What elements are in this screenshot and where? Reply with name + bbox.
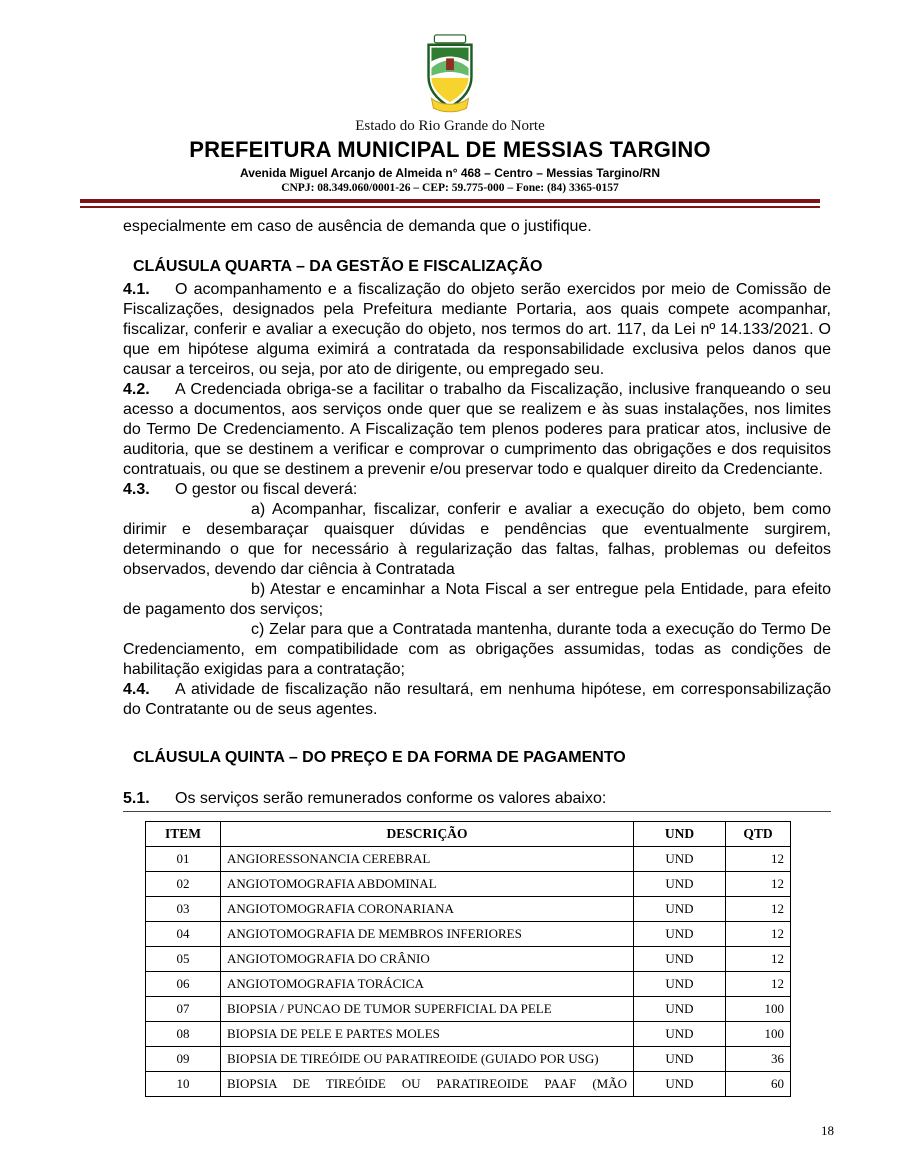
cell-desc: ANGIOTOMOGRAFIA CORONARIANA <box>221 897 634 922</box>
subitem-b <box>123 580 831 620</box>
cell-desc: BIOPSIA / PUNCAO DE TUMOR SUPERFICIAL DA PELE <box>221 997 634 1022</box>
page-number: 18 <box>821 1123 834 1138</box>
table-row <box>146 922 791 947</box>
cell-qtd: 12 <box>726 847 791 872</box>
cell-desc: ANGIOTOMOGRAFIA DO CRÂNIO <box>221 947 634 972</box>
cell-und: UND <box>634 1072 726 1097</box>
subitem-text: Zelar para que a Contratada mantenha, durante toda a execução do Termo De Credenciamento, em compatibilidade com as obrigações assumidas, todas as condições de habilitação exigidas para a contratação; <box>123 621 831 678</box>
coat-of-arms-logo <box>0 34 900 114</box>
table-row <box>146 972 791 997</box>
state-line: Estado do Rio Grande do Norte <box>355 118 545 134</box>
cell-item: 05 <box>146 947 221 972</box>
cell-und: UND <box>634 1047 726 1072</box>
cnpj-line: CNPJ: 08.349.060/0001-26 – CEP: 59.775-000 – Fone: (84) 3365-0157 <box>281 182 619 194</box>
cell-qtd: 12 <box>726 922 791 947</box>
table-row <box>146 997 791 1022</box>
clause-text: O acompanhamento e a fiscalização do objeto serão exercidos por meio de Comissão de Fiscalizações, designados pela Prefeitura mediante Portaria, aos quais compete acompanhar, fiscalizar, conferir e avaliar a execução do objeto, nos termos do art. 117, da Lei nº 14.133/2021. O que em hipótese alguma eximirá a contratada da responsabilidade exclusiva pelos danos que causar a terceiros, ou seja, por ato de dirigente, ou empregado seu. <box>123 281 831 378</box>
cell-und: UND <box>634 922 726 947</box>
document-header <box>0 0 900 208</box>
cell-und: UND <box>634 897 726 922</box>
column-header-descricao: DESCRIÇÃO <box>221 822 634 847</box>
subitem-label: a) <box>251 501 266 518</box>
cell-item: 07 <box>146 997 221 1022</box>
cell-qtd: 100 <box>726 1022 791 1047</box>
clause-4-1 <box>123 280 831 380</box>
cell-item: 01 <box>146 847 221 872</box>
cell-item: 02 <box>146 872 221 897</box>
cell-desc: ANGIOTOMOGRAFIA DE MEMBROS INFERIORES <box>221 922 634 947</box>
clause-5-1 <box>123 789 831 812</box>
cell-desc: ANGIOTOMOGRAFIA TORÁCICA <box>221 972 634 997</box>
cell-item: 06 <box>146 972 221 997</box>
cell-item: 09 <box>146 1047 221 1072</box>
address-line: Avenida Miguel Arcanjo de Almeida n° 468 – Centro – Messias Targino/RN <box>239 166 661 180</box>
header-divider <box>80 199 820 208</box>
cell-qtd: 100 <box>726 997 791 1022</box>
clause-5-title: CLÁUSULA QUINTA – DO PREÇO E DA FORMA DE PAGAMENTO <box>133 749 626 766</box>
cell-desc: ANGIORESSONANCIA CEREBRAL <box>221 847 634 872</box>
table-row <box>146 1072 791 1097</box>
subitem-text: Atestar e encaminhar a Nota Fiscal a ser entregue pela Entidade, para efeito de pagamento dos serviços; <box>123 581 831 618</box>
document-body <box>123 217 831 1097</box>
cell-desc: BIOPSIA DE TIREÓIDE OU PARATIREOIDE (GUIADO POR USG) <box>221 1047 634 1072</box>
clause-number: 4.3. <box>123 481 150 498</box>
clause-number: 4.1. <box>123 281 150 298</box>
column-header-item: ITEM <box>146 822 221 847</box>
clause-4-4 <box>123 680 831 720</box>
cell-und: UND <box>634 872 726 897</box>
table-row <box>146 1022 791 1047</box>
clause-4-2 <box>123 380 831 480</box>
cell-qtd: 60 <box>726 1072 791 1097</box>
cell-desc: ANGIOTOMOGRAFIA ABDOMINAL <box>221 872 634 897</box>
clause-text: A Credenciada obriga-se a facilitar o trabalho da Fiscalização, inclusive franqueando o seu acesso a documentos, aos serviços onde quer que se realizem e às suas instalações, nos limites do Termo De Credenciamento. A Fiscalização tem plenos poderes para praticar atos, inclusive de auditoria, que se destinem a verificar e comprovar o cumprimento das obrigações e dos requisitos contratuais, ou que se destinem a prevenir e/ou preservar todo e qualquer direito da Credenciante. <box>123 381 831 478</box>
table-row <box>146 847 791 872</box>
clause-text: O gestor ou fiscal deverá: <box>175 481 358 498</box>
clause-number: 5.1. <box>123 790 150 807</box>
clause-4-3 <box>123 480 831 500</box>
table-row <box>146 897 791 922</box>
subitem-label: c) <box>251 621 265 638</box>
cell-und: UND <box>634 1022 726 1047</box>
cell-item: 08 <box>146 1022 221 1047</box>
cell-und: UND <box>634 947 726 972</box>
cell-item: 04 <box>146 922 221 947</box>
clause-text: Os serviços serão remunerados conforme os valores abaixo: <box>175 790 607 807</box>
table-header-row <box>146 822 791 847</box>
cell-qtd: 12 <box>726 947 791 972</box>
clause-4-title: CLÁUSULA QUARTA – DA GESTÃO E FISCALIZAÇÃO <box>133 258 543 275</box>
page-title: PREFEITURA MUNICIPAL DE MESSIAS TARGINO <box>189 137 711 162</box>
cell-und: UND <box>634 847 726 872</box>
price-table-body <box>146 847 791 1097</box>
clause-text: A atividade de fiscalização não resultará, em nenhuma hipótese, em corresponsabilização do Contratante ou de seus agentes. <box>123 681 831 718</box>
table-row <box>146 872 791 897</box>
cell-desc: BIOPSIA DE TIREÓIDE OU PARATIREOIDE PAAF (MÃO <box>221 1072 634 1097</box>
column-header-qtd: QTD <box>726 822 791 847</box>
table-row <box>146 947 791 972</box>
cell-qtd: 12 <box>726 972 791 997</box>
clause-number: 4.2. <box>123 381 150 398</box>
price-table <box>145 821 791 1097</box>
clause-number: 4.4. <box>123 681 150 698</box>
subitem-c <box>123 620 831 680</box>
subitem-label: b) <box>251 581 266 598</box>
cell-desc: BIOPSIA DE PELE E PARTES MOLES <box>221 1022 634 1047</box>
subitem-a <box>123 500 831 580</box>
intro-paragraph: especialmente em caso de ausência de demanda que o justifique. <box>123 218 592 235</box>
cell-und: UND <box>634 972 726 997</box>
column-header-und: UND <box>634 822 726 847</box>
cell-qtd: 12 <box>726 872 791 897</box>
cell-qtd: 36 <box>726 1047 791 1072</box>
cell-item: 03 <box>146 897 221 922</box>
cell-und: UND <box>634 997 726 1022</box>
cell-item: 10 <box>146 1072 221 1097</box>
cell-qtd: 12 <box>726 897 791 922</box>
subitem-text: Acompanhar, fiscalizar, conferir e avaliar a execução do objeto, bem como dirimir e desembaraçar quaisquer dúvidas e pendências que eventualmente surgirem, determinando o que for necessário à regularização das faltas, falhas, problemas ou defeitos observados, devendo dar ciência à Contratada <box>123 501 832 578</box>
table-row <box>146 1047 791 1072</box>
